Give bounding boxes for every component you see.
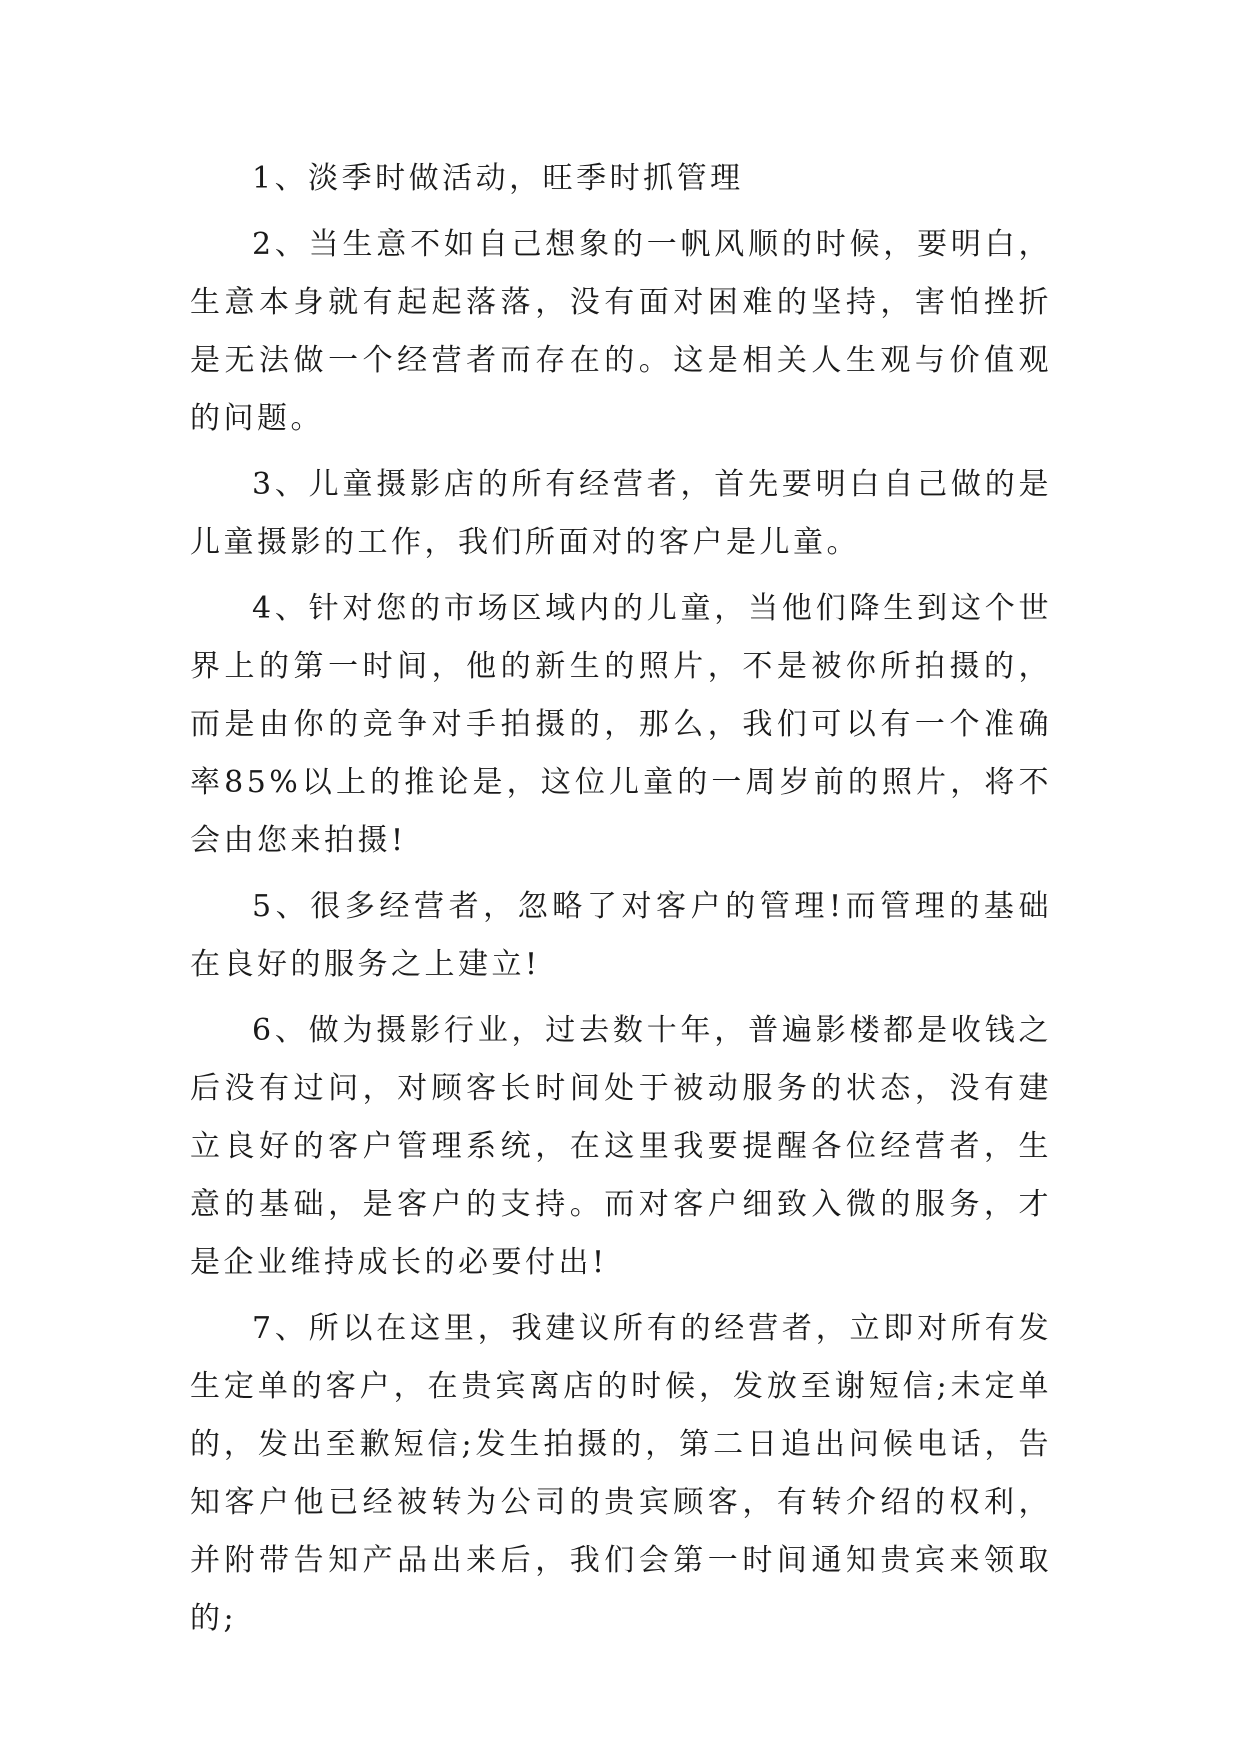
document-body bbox=[190, 150, 1052, 1656]
paragraph-7: 7、所以在这里，我建议所有的经营者，立即对所有发生定单的客户，在贵宾离店的时候，发放至谢短信;未定单的，发出至歉短信;发生拍摄的，第二日追出问候电话，告知客户他已经被转为公司的贵宾顾客，有转介绍的权利，并附带告知产品出来后，我们会第一时间通知贵宾来领取的; bbox=[190, 1311, 1052, 1636]
paragraph-5: 5、很多经营者，忽略了对客户的管理!而管理的基础在良好的服务之上建立! bbox=[190, 889, 1052, 982]
paragraph-6: 6、做为摄影行业，过去数十年，普遍影楼都是收钱之后没有过问，对顾客长时间处于被动服务的状态，没有建立良好的客户管理系统，在这里我要提醒各位经营者，生意的基础，是客户的支持。而对客户细致入微的服务，才是企业维持成长的必要付出! bbox=[190, 1013, 1052, 1280]
paragraph-3: 3、儿童摄影店的所有经营者，首先要明白自己做的是儿童摄影的工作，我们所面对的客户是儿童。 bbox=[190, 467, 1052, 560]
paragraph-4: 4、针对您的市场区域内的儿童，当他们降生到这个世界上的第一时间，他的新生的照片，不是被你所拍摄的，而是由你的竞争对手拍摄的，那么，我们可以有一个准确率85%以上的推论是，这位儿童的一周岁前的照片，将不会由您来拍摄! bbox=[190, 591, 1052, 858]
paragraph-2: 2、当生意不如自己想象的一帆风顺的时候，要明白，生意本身就有起起落落，没有面对困难的坚持，害怕挫折是无法做一个经营者而存在的。这是相关人生观与价值观的问题。 bbox=[190, 227, 1052, 436]
paragraph-1: 1、淡季时做活动，旺季时抓管理 bbox=[252, 161, 744, 196]
